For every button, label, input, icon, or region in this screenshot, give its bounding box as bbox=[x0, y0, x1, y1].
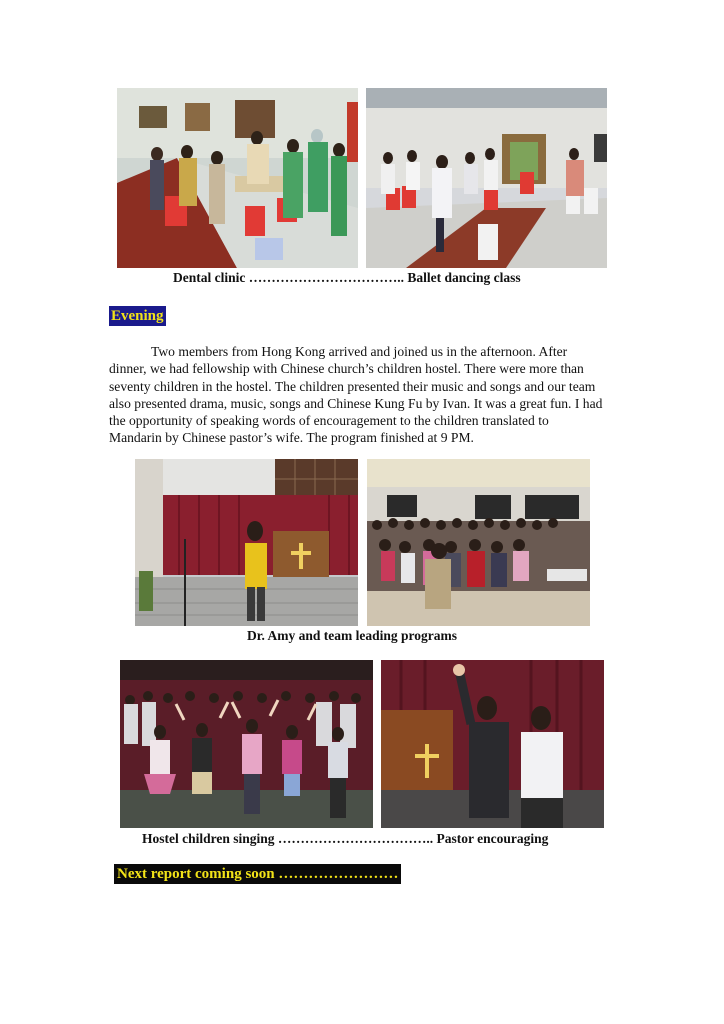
children-singing-photo bbox=[120, 660, 373, 828]
evening-paragraph-text: Two members from Hong Kong arrived and joined us in the afternoon. After dinner, we had fellowship with Chinese church’s children hostel. There were more than seventy children in the hostel. The children presented their music and songs and our team also presented drama, music, songs and Chinese Kung Fu by Ivan. It was a great fun. I had the opportunity of speaking words of encouragement to the children translated to Mandarin by Chinese pastor’s wife. The program finished at 9 PM. bbox=[109, 344, 603, 446]
dr-amy-stage-photo bbox=[135, 459, 358, 626]
caption-singing-pastor: Hostel children singing …………………………….. Pastor encouraging bbox=[142, 831, 549, 846]
section-heading-evening: Evening bbox=[111, 308, 164, 324]
children-audience-photo bbox=[367, 459, 590, 626]
ballet-class-photo bbox=[366, 88, 607, 268]
next-report-banner: Next report coming soon …………………… bbox=[114, 864, 401, 884]
evening-paragraph bbox=[109, 343, 605, 447]
dental-clinic-photo bbox=[117, 88, 358, 268]
caption-dr-amy: Dr. Amy and team leading programs bbox=[247, 628, 458, 643]
pastor-encouraging-photo bbox=[381, 660, 604, 828]
caption-dental-ballet: Dental clinic …………………………….. Ballet dancing class bbox=[173, 270, 521, 285]
